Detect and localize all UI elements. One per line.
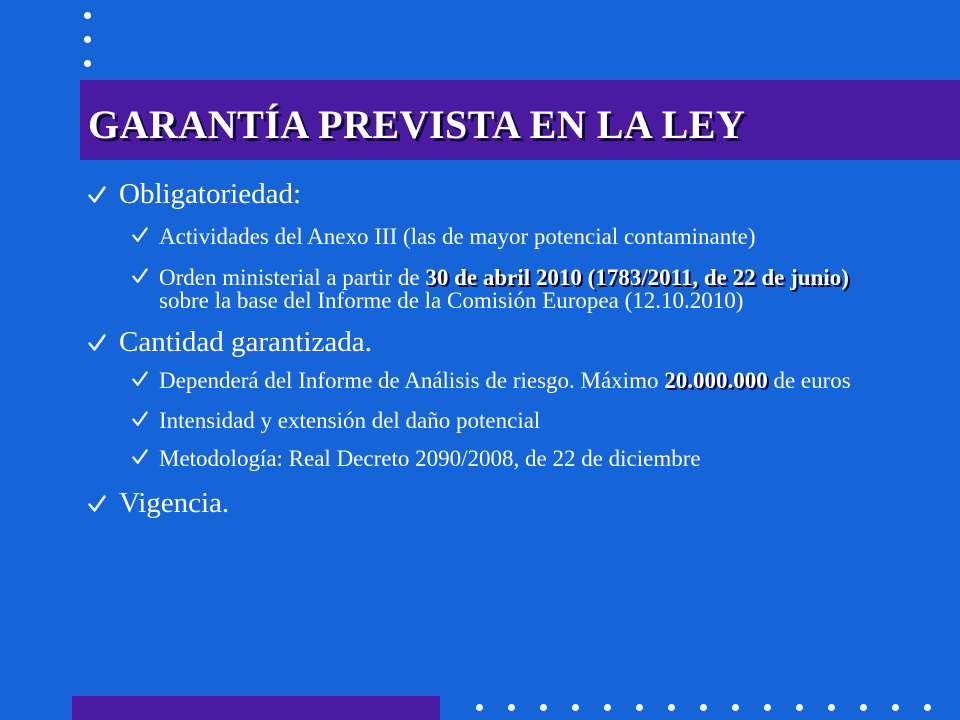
- decorative-dot: [508, 704, 515, 711]
- subbullet-text-pre: Dependerá del Informe de Análisis de riesgo. Máximo: [159, 368, 665, 393]
- subbullet-text-pre: Orden ministerial a partir de: [159, 265, 426, 290]
- decorative-dot: [924, 704, 931, 711]
- checkmark-icon: [132, 268, 148, 284]
- subbullet-informe-riesgo: [88, 369, 888, 392]
- decorative-dot: [540, 704, 547, 711]
- bullet-text: Obligatoriedad:: [119, 178, 302, 210]
- decorative-dot: [764, 704, 771, 711]
- checkmark-icon: [132, 449, 148, 465]
- subbullet-text-post: de euros: [767, 368, 851, 393]
- decorative-dot: [828, 704, 835, 711]
- bullet-obligatoriedad: [88, 178, 888, 211]
- decorative-dot: [572, 704, 579, 711]
- checkmark-icon: [132, 411, 148, 427]
- bullet-text: Cantidad garantizada.: [119, 326, 372, 358]
- decorative-dot: [860, 704, 867, 711]
- decorative-dot: [668, 704, 675, 711]
- bullet-text: Vigencia.: [119, 487, 230, 519]
- subbullet-anexo: [88, 225, 888, 248]
- bottom-bar: [72, 696, 440, 720]
- decorative-dot: [84, 60, 91, 67]
- decorative-dot: [796, 704, 803, 711]
- slide-content: [88, 178, 888, 520]
- checkmark-icon: [88, 186, 106, 204]
- checkmark-icon: [88, 495, 106, 513]
- subbullet-metodologia: [88, 447, 888, 470]
- subbullet-orden-ministerial: [88, 266, 888, 312]
- decorative-dot: [700, 704, 707, 711]
- highlight-dates: 30 de abril 2010 (1783/2011, de 22 de junio): [425, 265, 849, 290]
- decorative-dot: [732, 704, 739, 711]
- subbullet-text: Metodología: Real Decreto 2090/2008, de 22 de diciembre: [159, 446, 701, 471]
- decorative-dot: [892, 704, 899, 711]
- checkmark-icon: [132, 371, 148, 387]
- bullet-vigencia: [88, 487, 888, 520]
- subbullet-text: Intensidad y extensión del daño potencial: [159, 408, 541, 433]
- slide-title: GARANTÍA PREVISTA EN LA LEY: [88, 102, 746, 147]
- decorative-dot: [636, 704, 643, 711]
- subbullet-intensidad: [88, 409, 888, 432]
- decorative-dot: [476, 704, 483, 711]
- subbullet-text: Actividades del Anexo III (las de mayor potencial contaminante): [159, 224, 756, 249]
- checkmark-icon: [88, 334, 106, 352]
- subbullet-text-post: sobre la base del Informe de la Comisión Europea (12.10.2010): [159, 288, 744, 313]
- decorative-dot: [84, 12, 91, 19]
- decorative-dot: [84, 36, 91, 43]
- bullet-cantidad: [88, 326, 888, 359]
- highlight-amount: 20.000.000: [664, 368, 768, 393]
- decorative-dot: [604, 704, 611, 711]
- checkmark-icon: [132, 227, 148, 243]
